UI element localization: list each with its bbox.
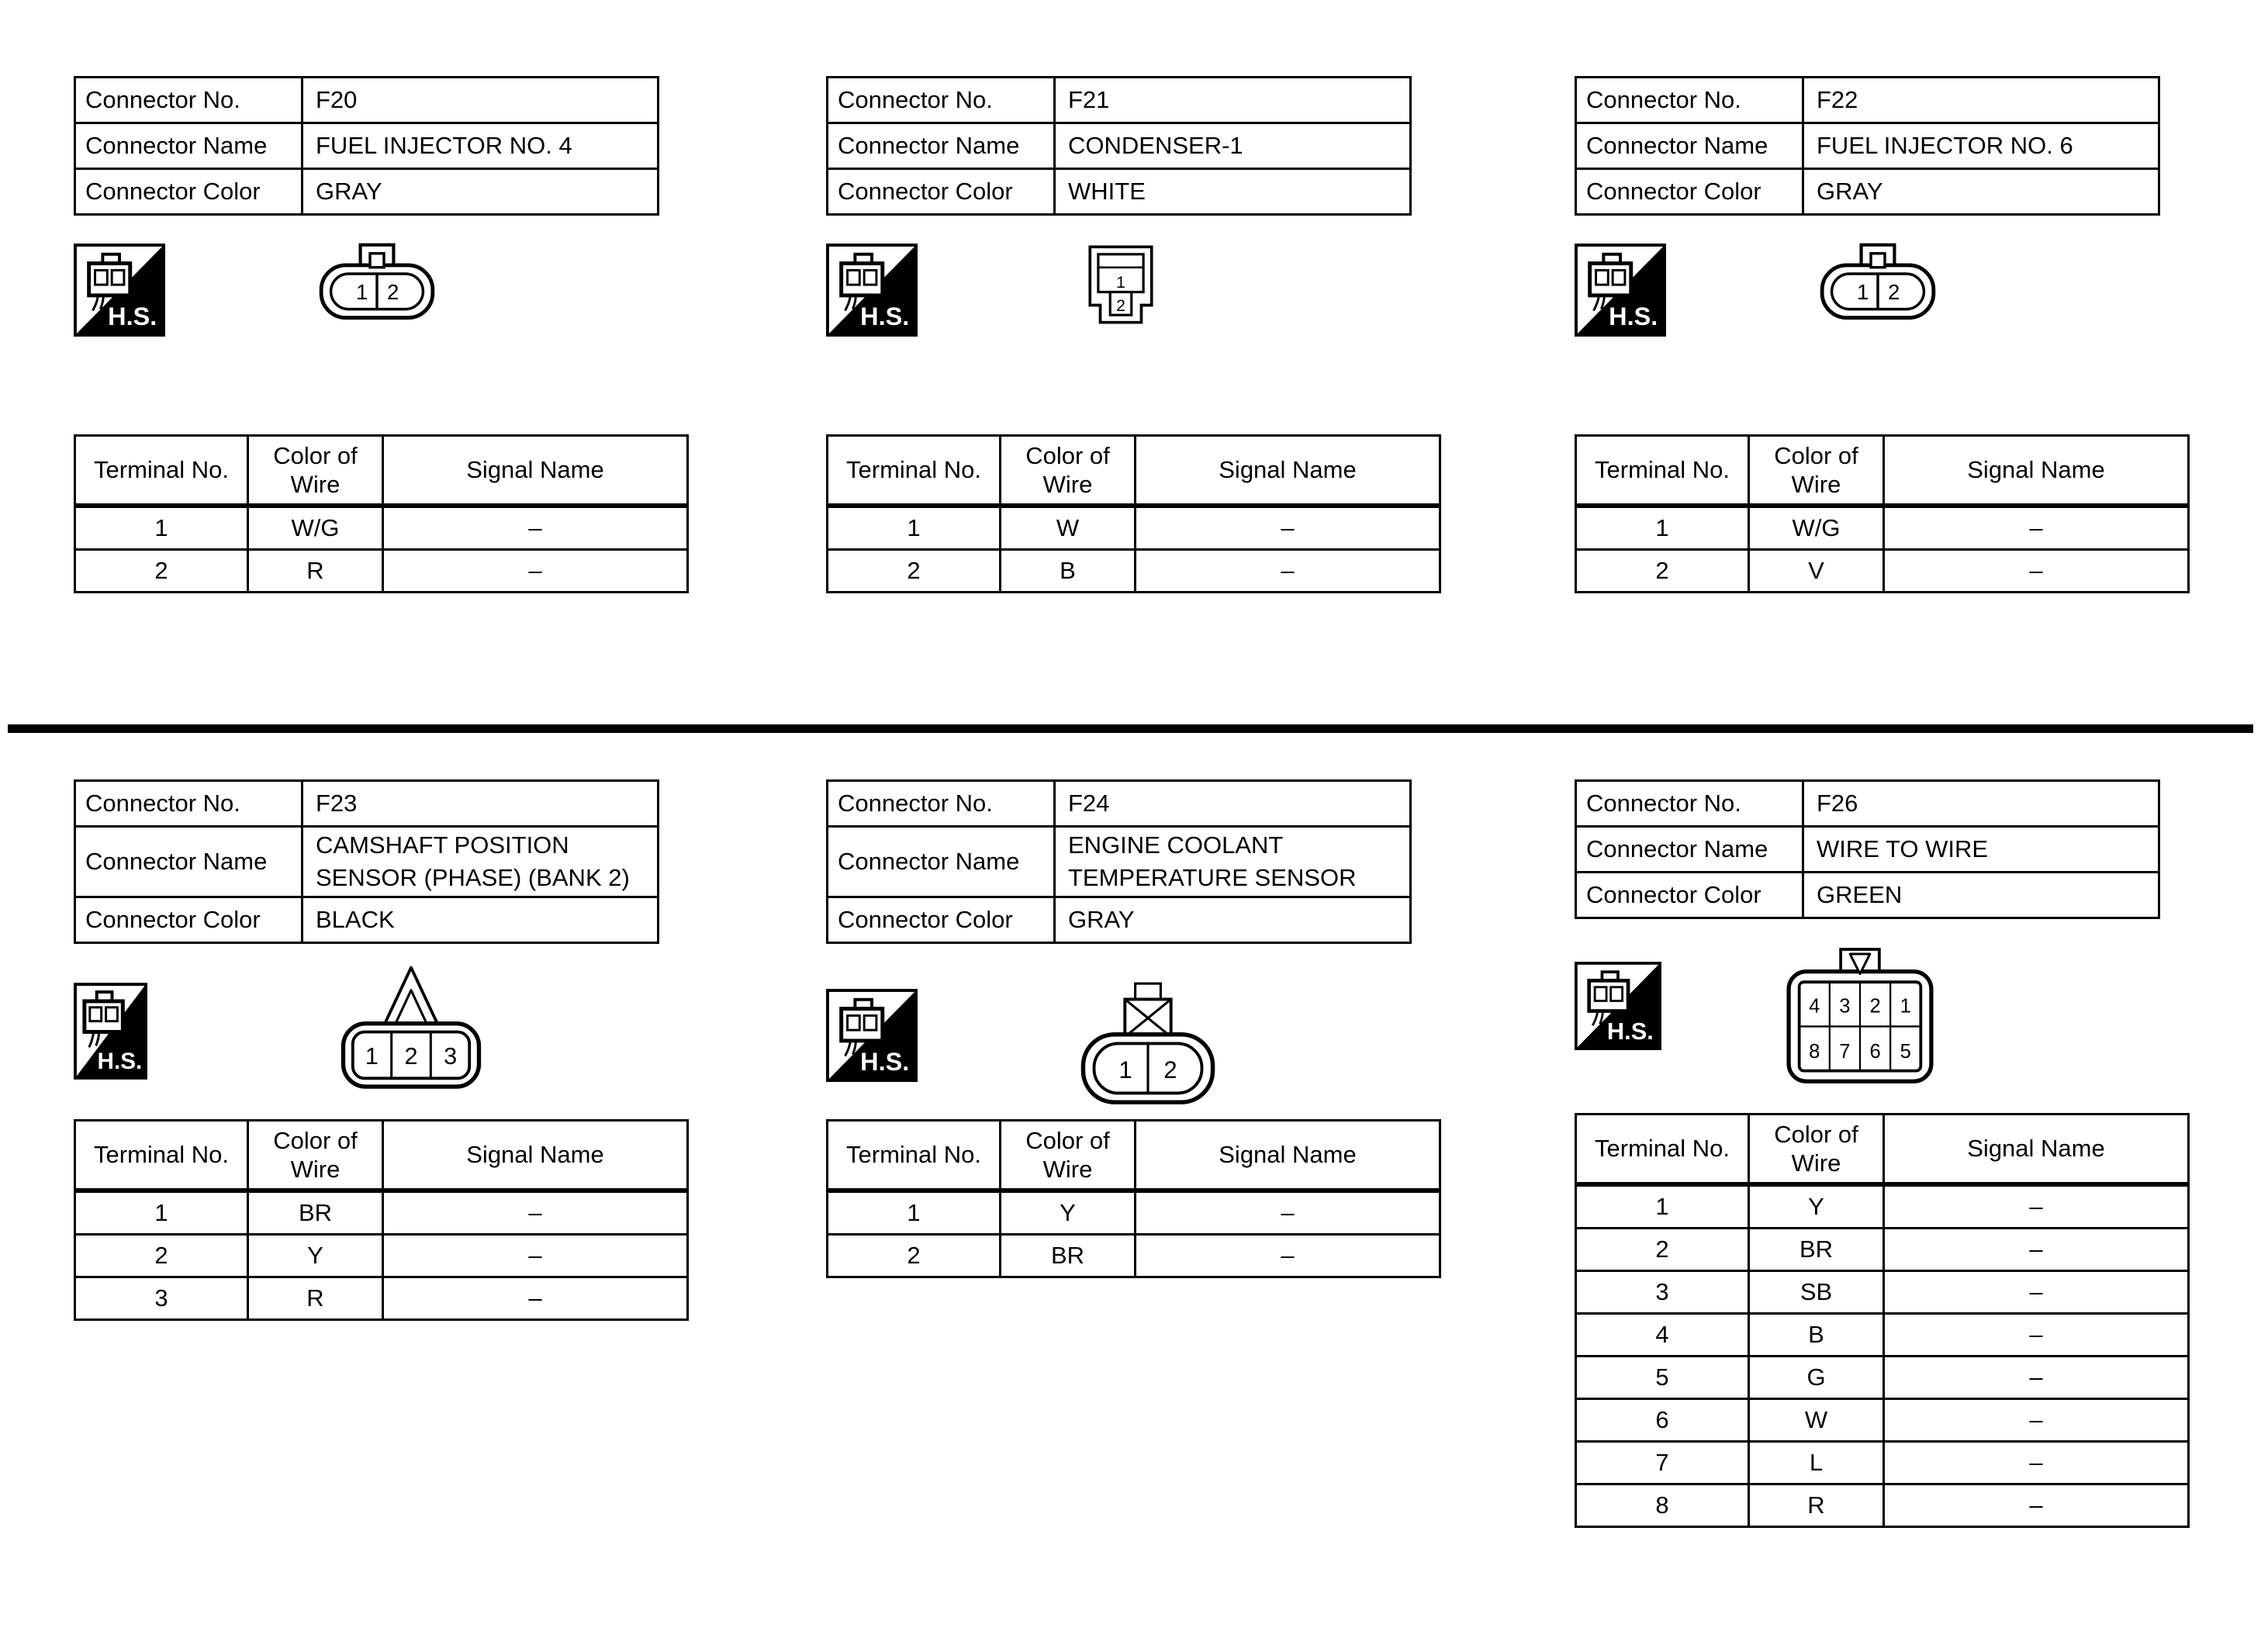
terminal-no-cell: 1 [828,506,1001,550]
pin-label: 5 [1900,1041,1911,1063]
wire-color-cell: SB [1749,1271,1884,1314]
table-row [828,550,1440,593]
connector-name-value: ENGINE COOLANT TEMPERATURE SENSOR [1055,827,1411,897]
wire-color-cell: L [1749,1442,1884,1484]
signal-name-cell: – [1884,1399,2189,1442]
table-row [1576,1357,2189,1399]
table-header-row [828,436,1440,506]
table-row [1576,873,2159,918]
table-row [1576,550,2189,593]
terminal-no-header: Terminal No. [828,436,1001,506]
terminal-table [74,1119,689,1321]
pin-label: 1 [1116,274,1125,292]
hs-icon [1575,960,1661,1056]
table-row [828,897,1411,942]
terminal-no-cell: 1 [75,1191,248,1235]
pin-label: 2 [1869,995,1881,1018]
terminal-no-cell: 2 [1576,550,1749,593]
signal-name-header: Signal Name [1884,1115,2189,1185]
connector-block-f22 [1575,76,2176,585]
wire-color-cell: B [1001,550,1136,593]
signal-name-header: Signal Name [1136,1121,1440,1191]
connector-diagram-2pin-keyed [1078,981,1218,1112]
table-row [828,78,1411,123]
signal-name-cell: – [383,1235,688,1277]
table-row [828,506,1440,550]
terminal-no-cell: 2 [75,1235,248,1277]
connector-info-table [826,76,1412,216]
pin-label: 2 [1116,296,1125,315]
connector-name-value: WIRE TO WIRE [1803,827,2159,873]
connector-no-value: F24 [1055,781,1411,827]
terminal-table [1575,434,2190,593]
table-header-row [75,436,688,506]
connector-color-value: GRAY [303,169,659,215]
connector-color-label: Connector Color [75,169,303,215]
connector-name-label: Connector Name [75,123,303,169]
hs-label: H.S. [860,1048,910,1077]
connector-block-f23 [74,779,675,1312]
color-of-wire-header: Color of Wire [248,436,383,506]
wire-color-cell: W [1001,506,1136,550]
connector-info-table [74,779,659,944]
wire-color-cell: W/G [1749,506,1884,550]
signal-name-header: Signal Name [1884,436,2189,506]
hs-icon [1575,244,1666,340]
connector-diagram-8pin-grid [1784,947,1936,1088]
terminal-no-cell: 3 [75,1277,248,1320]
hs-icon [826,244,918,340]
table-row [75,78,659,123]
hs-label: H.S. [860,302,910,331]
terminal-table [1575,1113,2190,1528]
connector-block-f21 [826,76,1427,585]
connector-name-label: Connector Name [75,827,303,897]
terminal-no-header: Terminal No. [75,1121,248,1191]
connector-color-value: GREEN [1803,873,2159,918]
signal-name-cell: – [1884,1314,2189,1357]
pin-label: 6 [1869,1041,1881,1063]
hs-icon [74,244,165,340]
connector-name-label: Connector Name [828,827,1055,897]
wire-color-cell: Y [1749,1184,1884,1229]
color-of-wire-header: Color of Wire [1001,1121,1136,1191]
connector-name-value: CONDENSER-1 [1055,123,1411,169]
table-row [1576,506,2189,550]
table-row [75,123,659,169]
terminal-no-cell: 8 [1576,1484,1749,1527]
connector-color-label: Connector Color [1576,873,1803,918]
terminal-table [826,1119,1441,1278]
signal-name-cell: – [383,506,688,550]
connector-no-label: Connector No. [828,781,1055,827]
pin-label: 1 [355,280,368,305]
wire-color-cell: V [1749,550,1884,593]
connector-color-value: GRAY [1803,169,2159,215]
section-divider [8,724,2253,733]
pin-label: 1 [1900,995,1911,1018]
connector-name-label: Connector Name [828,123,1055,169]
terminal-table [74,434,689,593]
terminal-no-cell: 1 [1576,1184,1749,1229]
table-row [828,1191,1440,1235]
hs-label: H.S. [108,302,157,331]
table-row [828,781,1411,827]
terminal-no-cell: 2 [1576,1229,1749,1271]
wire-color-cell: R [1749,1484,1884,1527]
terminal-no-cell: 2 [828,1235,1001,1277]
connector-diagram-2pin-oval [318,240,436,325]
pin-label: 2 [1888,280,1900,305]
wire-color-cell: W/G [248,506,383,550]
wire-color-cell: Y [1001,1191,1136,1235]
table-row [828,1235,1440,1277]
terminal-no-header: Terminal No. [75,436,248,506]
wire-color-cell: B [1749,1314,1884,1357]
terminal-no-cell: 1 [75,506,248,550]
wire-color-cell: G [1749,1357,1884,1399]
signal-name-cell: – [1884,1229,2189,1271]
table-row [828,123,1411,169]
pin-label: 1 [1118,1056,1132,1083]
hs-label: H.S. [1606,1017,1654,1045]
signal-name-cell: – [1136,506,1440,550]
table-row [75,1191,688,1235]
terminal-table [826,434,1441,593]
table-row [1576,78,2159,123]
signal-name-cell: – [1884,1357,2189,1399]
signal-name-cell: – [1136,1235,1440,1277]
terminal-no-header: Terminal No. [1576,436,1749,506]
connector-color-label: Connector Color [75,897,303,942]
signal-name-header: Signal Name [383,1121,688,1191]
pin-label: 8 [1809,1041,1820,1063]
table-row [75,550,688,593]
table-row [1576,1484,2189,1527]
terminal-no-header: Terminal No. [828,1121,1001,1191]
connector-no-label: Connector No. [75,78,303,123]
table-row [1576,1271,2189,1314]
hs-label: H.S. [1609,302,1658,331]
table-row [75,827,659,897]
table-header-row [1576,436,2189,506]
terminal-no-cell: 4 [1576,1314,1749,1357]
table-row [1576,1314,2189,1357]
terminal-no-cell: 7 [1576,1442,1749,1484]
connector-no-value: F22 [1803,78,2159,123]
terminal-no-cell: 2 [75,550,248,593]
pin-label: 2 [404,1042,418,1070]
connector-color-value: WHITE [1055,169,1411,215]
table-row [1576,169,2159,215]
table-row [1576,827,2159,873]
terminal-no-cell: 3 [1576,1271,1749,1314]
connector-no-value: F23 [303,781,659,827]
terminal-no-cell: 6 [1576,1399,1749,1442]
terminal-no-header: Terminal No. [1576,1115,1749,1185]
color-of-wire-header: Color of Wire [1749,436,1884,506]
pin-label: 2 [1163,1056,1177,1083]
signal-name-cell: – [1884,1184,2189,1229]
signal-name-cell: – [383,550,688,593]
connector-info-table [1575,779,2160,919]
connector-name-value: FUEL INJECTOR NO. 4 [303,123,659,169]
terminal-no-cell: 1 [1576,506,1749,550]
connector-info-table [826,779,1412,944]
wire-color-cell: BR [1749,1229,1884,1271]
table-header-row [75,1121,688,1191]
connector-no-label: Connector No. [75,781,303,827]
wire-color-cell: BR [1001,1235,1136,1277]
table-row [1576,1184,2189,1229]
connector-block-f24 [826,779,1427,1270]
table-row [75,781,659,827]
table-header-row [828,1121,1440,1191]
table-row [1576,1229,2189,1271]
table-row [1576,123,2159,169]
signal-name-cell: – [1884,1442,2189,1484]
hs-label: H.S. [97,1048,143,1074]
connector-color-value: GRAY [1055,897,1411,942]
pin-label: 2 [387,280,399,305]
signal-name-cell: – [1136,550,1440,593]
color-of-wire-header: Color of Wire [1749,1115,1884,1185]
pin-label: 1 [1856,280,1869,305]
connector-color-label: Connector Color [828,897,1055,942]
signal-name-cell: – [1884,1271,2189,1314]
table-row [1576,1442,2189,1484]
connector-name-label: Connector Name [1576,123,1803,169]
pin-label: 3 [1839,995,1851,1018]
connector-diagram-3pin-triangle [334,964,489,1096]
signal-name-cell: – [1884,550,2189,593]
pin-label: 3 [444,1042,458,1070]
connector-block-f26 [1575,779,2176,1519]
connector-block-f20 [74,76,675,585]
connector-no-label: Connector No. [1576,78,1803,123]
pin-label: 7 [1839,1041,1851,1063]
wire-color-cell: R [248,1277,383,1320]
terminal-no-cell: 5 [1576,1357,1749,1399]
table-row [828,169,1411,215]
signal-name-header: Signal Name [1136,436,1440,506]
connector-no-value: F20 [303,78,659,123]
connector-diagram-2pin-oval [1819,240,1937,325]
connector-name-value: CAMSHAFT POSITION SENSOR (PHASE) (BANK 2) [303,827,659,897]
table-header-row [1576,1115,2189,1185]
connector-name-label: Connector Name [1576,827,1803,873]
hs-icon [74,983,147,1083]
table-row [75,1277,688,1320]
table-row [1576,781,2159,827]
connector-info-table [1575,76,2160,216]
connector-color-value: BLACK [303,897,659,942]
connector-no-label: Connector No. [828,78,1055,123]
table-row [75,1235,688,1277]
signal-name-cell: – [1884,506,2189,550]
wire-color-cell: Y [248,1235,383,1277]
table-row [75,506,688,550]
hs-icon [826,989,918,1086]
connector-no-label: Connector No. [1576,781,1803,827]
color-of-wire-header: Color of Wire [1001,436,1136,506]
connector-no-value: F21 [1055,78,1411,123]
connector-info-table [74,76,659,216]
connector-name-value: FUEL INJECTOR NO. 6 [1803,123,2159,169]
color-of-wire-header: Color of Wire [248,1121,383,1191]
wire-color-cell: W [1749,1399,1884,1442]
connector-color-label: Connector Color [1576,169,1803,215]
table-row [828,827,1411,897]
terminal-no-cell: 2 [828,550,1001,593]
table-row [75,169,659,215]
signal-name-cell: – [1884,1484,2189,1527]
wire-color-cell: R [248,550,383,593]
signal-name-cell: – [1136,1191,1440,1235]
wire-color-cell: BR [248,1191,383,1235]
pin-label: 4 [1809,995,1820,1018]
table-row [75,897,659,942]
connector-color-label: Connector Color [828,169,1055,215]
table-row [1576,1399,2189,1442]
signal-name-cell: – [383,1191,688,1235]
signal-name-cell: – [383,1277,688,1320]
connector-diagram-2pin-vertical [1086,244,1156,330]
pin-label: 1 [365,1042,379,1070]
terminal-no-cell: 1 [828,1191,1001,1235]
connector-no-value: F26 [1803,781,2159,827]
signal-name-header: Signal Name [383,436,688,506]
